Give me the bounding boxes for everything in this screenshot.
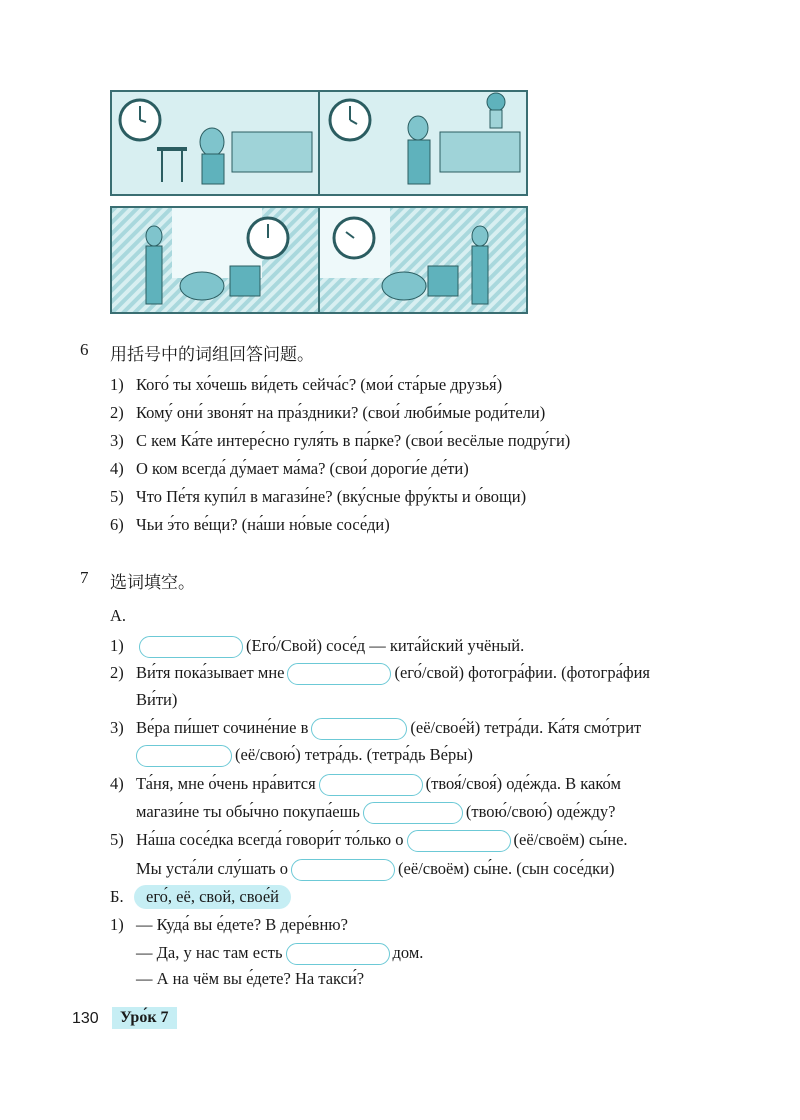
exercise-7-a4-cont: магази́не ты обы́чно покупа́ешь (твою́/свою́) оде́жду? [136, 802, 615, 824]
exercise-7-b1-line2: — Да, у нас там есть дом. [136, 943, 423, 965]
exercise-7-a4: 4) Та́ня, мне о́чень нра́вится (твоя́/своя́) оде́жда. В како́м [110, 774, 621, 796]
blank-input[interactable] [291, 859, 395, 881]
page-number: 130 [72, 1010, 99, 1027]
part-a-label: А. [110, 606, 127, 625]
exercise-7-b1-line3: — А на чём вы е́дете? На такси́? [136, 969, 365, 988]
flowers-icon [487, 93, 505, 111]
exercise-7-number: 7 [80, 568, 89, 587]
blank-input[interactable] [287, 663, 391, 685]
exercise-7-a2: 2) Ви́тя пока́зывает мне (его́/свой) фотогра́фии. (фотогра́фия [110, 663, 650, 685]
exercise-7-a1: 1) (Его́/Свой) сосе́д — кита́йский учёный. [110, 636, 524, 658]
exercise-6-number: 6 [80, 340, 89, 359]
exercise-7-a2-cont: Ви́ти) [136, 690, 178, 709]
blank-input[interactable] [139, 636, 243, 658]
illustration-girl-before [110, 90, 320, 196]
blank-input[interactable] [286, 943, 390, 965]
exercise-6-item: 3) С кем Ка́те интере́сно гуля́ть в па́рке? (свои́ весёлые подру́ги) [110, 431, 571, 450]
illustration-boy-before [110, 206, 320, 314]
lesson-badge: Уро́к 7 [112, 1007, 177, 1029]
word-bank: его́, её, свой, свое́й [134, 885, 291, 909]
exercise-7-a3-cont: (её/свою́) тетра́дь. (тетра́дь Ве́ры) [133, 745, 473, 767]
blank-input[interactable] [136, 745, 232, 767]
exercise-6-item: 6) Чьи э́то ве́щи? (на́ши но́вые сосе́ди) [110, 515, 390, 534]
exercise-6-instruction: 用括号中的词组回答问题。 [110, 345, 314, 365]
blank-input[interactable] [311, 718, 407, 740]
exercise-7-b1: 1) — Куда́ вы е́дете? В дере́вню? [110, 915, 348, 934]
illustration-boy-after [318, 206, 528, 314]
exercise-7-instruction: 选词填空。 [110, 573, 195, 593]
exercise-6-item: 5) Что Пе́тя купи́л в магази́не? (вку́сные фру́кты и о́вощи) [110, 487, 527, 506]
blank-input[interactable] [319, 774, 423, 796]
exercise-6-item: 4) О ком всегда́ ду́мает ма́ма? (свои́ дороги́е де́ти) [110, 459, 469, 478]
blank-input[interactable] [363, 802, 463, 824]
blank-input[interactable] [407, 830, 511, 852]
illustration-girl-after [318, 90, 528, 196]
exercise-6-item: 2) Кому́ они́ звоня́т на пра́здники? (свои́ люби́мые роди́тели) [110, 403, 546, 422]
exercise-7-a3: 3) Ве́ра пи́шет сочине́ние в (её/свое́й) тетра́ди. Ка́тя смо́трит [110, 718, 641, 740]
exercise-6-item: 1) Кого́ ты хо́чешь ви́деть сейча́с? (мои́ ста́рые друзья́) [110, 375, 503, 394]
part-b-label: Б. [110, 887, 124, 906]
exercise-7-a5: 5) На́ша сосе́дка всегда́ говори́т то́лько о (её/своём) сы́не. [110, 830, 628, 852]
exercise-7-a5-cont: Мы уста́ли слу́шать о (её/своём) сы́не. (сын сосе́дки) [136, 859, 614, 881]
